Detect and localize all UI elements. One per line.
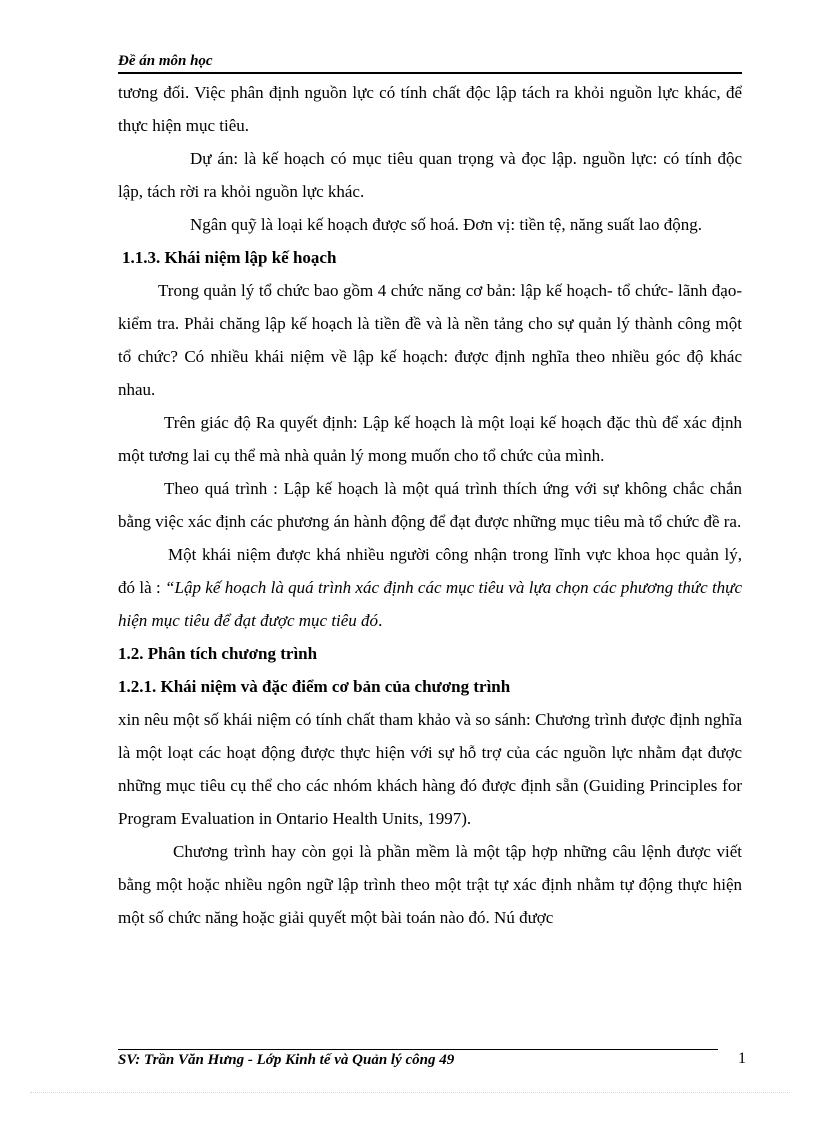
definition-intro: Một khái niệm được khá nhiều người công nhận trong lĩnh vực khoa học quản lý, đó là : (118, 545, 742, 597)
paragraph-management-functions: Trong quản lý tổ chức bao gồm 4 chức năng cơ bản: lập kế hoạch- tổ chức- lãnh đạo- kiểm tra. Phải chăng lập kế hoạch là tiền đề và là nền tảng cho sự quản lý thành công một tổ chức? Có nhiều khái niệm về lập kế hoạch: được định nghĩa theo nhiều góc độ khác nhau. (118, 281, 742, 399)
paragraph-resource-allocation: tương đối. Việc phân định nguồn lực có tính chất độc lập tách ra khỏi nguồn lực khác, để thực hiện mục tiêu. (118, 83, 742, 135)
paragraph-project: Dự án: là kế hoạch có mục tiêu quan trọng và đọc lập. nguồn lực: có tính độc lập, tách rời ra khỏi nguồn lực khác. (118, 149, 742, 201)
definition-end: . (378, 611, 383, 630)
heading-1-1-3: 1.1.3. Khái niệm lập kế hoạch (122, 248, 337, 267)
heading-1-2-1: 1.2.1. Khái niệm và đặc điểm cơ bản của chương trình (118, 677, 511, 696)
page-header (118, 50, 742, 74)
paragraph-planning-definition (118, 538, 742, 637)
heading-1-2: 1.2. Phân tích chương trình (118, 644, 318, 663)
paragraph-budget: Ngân quỹ là loại kế hoạch được số hoá. Đơn vị: tiền tệ, năng suất lao động. (190, 215, 703, 234)
document-body (118, 76, 742, 934)
paragraph-software-definition: Chương trình hay còn gọi là phần mềm là một tập hợp những câu lệnh được viết bằng một hoặc nhiều ngôn ngữ lập trình theo một trật tự xác định nhằm tự động thực hiện một số chức năng hoặc giải quyết một bài toán nào đó. Nú được (118, 842, 742, 927)
page-edge-divider (30, 1092, 790, 1093)
definition-quote: “Lập kế hoạch là quá trình xác định các mục tiêu và lựa chọn các phương thức thực hiện mục tiêu để đạt được mục tiêu đó (118, 578, 743, 630)
footer-author: SV: Trần Văn Hưng - Lớp Kinh tế và Quản lý công 49 (118, 1052, 455, 1068)
page-number: 1 (738, 1050, 746, 1067)
paragraph-program-definition: xin nêu một số khái niệm có tính chất tham khảo và so sánh: Chương trình được định nghĩa là một loạt các hoạt động được thực hiện với sự hỗ trợ của các nguồn lực nhằm đạt được những mục tiêu cụ thể cho các nhóm khách hàng đó được định sẵn (Guiding Principles for Program Evaluation in Ontario Health Units, 1997). (118, 710, 742, 828)
header-title: Đề án môn học (118, 53, 213, 69)
footer-divider (118, 1049, 718, 1050)
paragraph-process-perspective: Theo quá trình : Lập kế hoạch là một quá trình thích ứng với sự không chắc chắn bằng việc xác định các phương án hành động để đạt được những mục tiêu mà tổ chức đề ra. (118, 479, 742, 531)
paragraph-decision-perspective: Trên giác độ Ra quyết định: Lập kế hoạch là một loại kế hoạch đặc thù để xác định một tương lai cụ thể mà nhà quản lý mong muốn cho tổ chức của mình. (118, 413, 742, 465)
